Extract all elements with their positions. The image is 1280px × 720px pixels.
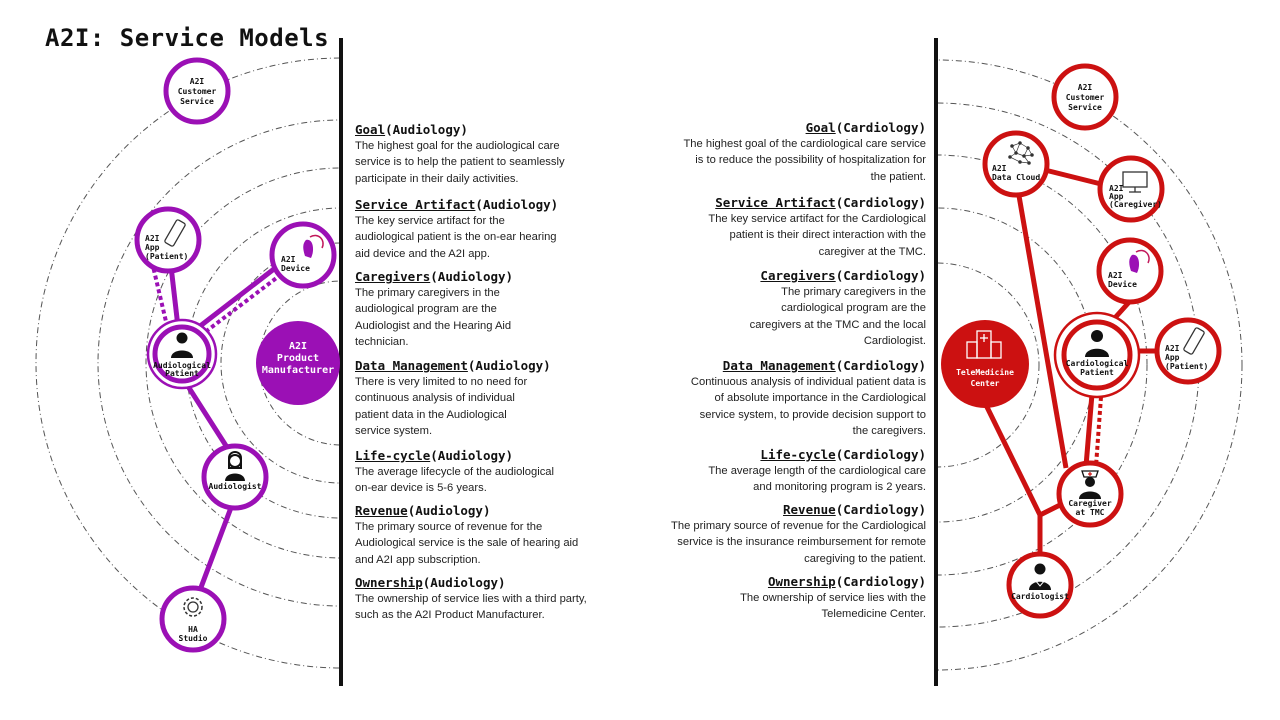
section-goal xyxy=(355,121,617,187)
section-caregivers xyxy=(640,267,926,349)
section-body: The primary source of revenue for the Cardiological service is the insurance reimbursement for remote caregiving to the patient. xyxy=(671,520,926,565)
section-data-management xyxy=(355,357,617,439)
label-line: (Patient) xyxy=(145,252,189,261)
section-ownership xyxy=(355,574,617,624)
label-line: Service xyxy=(180,97,214,106)
label-line: Patient xyxy=(165,369,199,378)
label-line: Service xyxy=(1068,103,1102,112)
section-body: The ownership of service lies with a third party, such as the A2I Product Manufacturer. xyxy=(355,593,587,622)
label-line: App xyxy=(145,243,160,252)
section-ownership xyxy=(640,573,926,623)
label-line: (Caregiver) xyxy=(1109,200,1162,209)
label-line: Data Cloud xyxy=(992,173,1041,182)
audiology-audiologist-node xyxy=(204,446,266,508)
label-line: A2I xyxy=(1077,83,1093,92)
section-heading: Service Artifact(Cardiology) xyxy=(715,195,926,210)
audiology-customer-service-node xyxy=(166,60,228,122)
section-body: The average lifecycle of the audiological on-ear device is 5-6 years. xyxy=(355,466,555,495)
section-body: The primary caregivers in the audiological program are the Audiologist and the Hearing Aid technician. xyxy=(355,287,512,348)
section-caregivers xyxy=(355,268,617,350)
label-line: (Patient) xyxy=(1165,362,1209,371)
cardiology-device-node xyxy=(1099,240,1161,302)
label-line: TeleMedicine xyxy=(956,368,1014,377)
label-line: Audiologist xyxy=(208,482,262,491)
section-revenue xyxy=(640,501,926,567)
cardiology-app-caregiver-node xyxy=(1100,158,1162,220)
label-line: A2I xyxy=(288,341,308,352)
cardiology-data-cloud-node xyxy=(985,133,1047,195)
section-heading: Caregivers(Audiology) xyxy=(355,269,514,284)
label-line: Customer xyxy=(1065,93,1105,102)
section-body: The key service artifact for the audiological patient is the on-ear hearing aid device and the A2I app. xyxy=(355,215,557,260)
section-body: The ownership of service lies with the Telemedicine Center. xyxy=(740,592,926,621)
label-line: Audiological xyxy=(153,361,211,370)
label-line: Device xyxy=(281,264,310,273)
label-line: Device xyxy=(1108,280,1137,289)
right-divider xyxy=(934,38,938,686)
label-line: Cardiologist xyxy=(1011,592,1069,601)
label-line: HA xyxy=(188,625,198,634)
section-body: The primary caregivers in the cardiological program are the caregivers at the TMC and the local Cardiologist. xyxy=(749,286,926,347)
section-body: The average length of the cardiological care and monitoring program is 2 years. xyxy=(708,465,926,494)
label-line: Customer xyxy=(177,87,217,96)
section-heading: Data Management(Audiology) xyxy=(355,358,551,373)
section-heading: Life-cycle(Audiology) xyxy=(355,448,514,463)
audiology-app-patient-node xyxy=(137,209,199,271)
label-line: A2I xyxy=(145,234,160,243)
section-data-management xyxy=(640,357,926,439)
section-body: The highest goal of the cardiological care service is to reduce the possibility of hospitalization for the patient. xyxy=(683,138,926,183)
label-line: Caregiver xyxy=(1068,499,1112,508)
section-service-artifact xyxy=(640,194,926,260)
section-body: The primary source of revenue for the Audiological service is the sale of hearing aid and A2I app subscription. xyxy=(355,521,579,566)
section-heading: Ownership(Cardiology) xyxy=(767,574,926,589)
label-line: A2I xyxy=(281,255,296,264)
section-body: The key service artifact for the Cardiological patient is their direct interaction with the caregiver at the TMC. xyxy=(708,213,926,258)
label-line: App xyxy=(1109,192,1124,201)
section-life-cycle xyxy=(355,447,617,497)
label-line: Studio xyxy=(178,634,208,643)
section-body: Continuous analysis of individual patient data is of absolute importance in the Cardiological service system, to provide decision support to the caregivers. xyxy=(690,376,926,437)
section-heading: Revenue(Cardiology) xyxy=(783,502,926,517)
cardiology-app-patient-node xyxy=(1157,320,1219,382)
section-body: The highest goal for the audiological care service is to help the patient to seamlessly participate in their daily activities. xyxy=(355,140,565,185)
audiology-device-node xyxy=(272,224,334,286)
label-line: A2I xyxy=(1165,344,1180,353)
label-line: at TMC xyxy=(1075,508,1105,517)
section-revenue xyxy=(355,502,617,568)
label-line: Manufacturer xyxy=(261,365,335,376)
section-service-artifact xyxy=(355,196,617,262)
cardiology-customer-service-node xyxy=(1054,66,1116,128)
label-line: A2I xyxy=(992,164,1007,173)
label-line: A2I xyxy=(189,77,205,86)
section-heading: Service Artifact(Audiology) xyxy=(355,197,559,212)
label-line: Patient xyxy=(1080,368,1114,377)
audiology-patient-node xyxy=(148,320,216,388)
label-line: A2I xyxy=(1108,271,1123,280)
section-heading: Goal(Audiology) xyxy=(355,122,468,137)
section-heading: Revenue(Audiology) xyxy=(355,503,491,518)
section-heading: Data Management(Cardiology) xyxy=(722,358,926,373)
cardiology-patient-node xyxy=(1055,313,1139,397)
section-heading: Life-cycle(Cardiology) xyxy=(760,447,926,462)
section-life-cycle xyxy=(640,446,926,496)
label-line: A2I xyxy=(1109,184,1124,193)
label-line: App xyxy=(1165,353,1180,362)
cardiology-cardiologist-node xyxy=(1009,554,1071,616)
cardiology-caregiver-tmc-node xyxy=(1059,463,1121,525)
cardiology-telemedicine-node xyxy=(941,320,1029,408)
audiology-manufacturer-node xyxy=(256,321,340,405)
section-body: There is very limited to no need for continuous analysis of individual patient data in the Audiological service system. xyxy=(355,376,528,437)
label-line: Center xyxy=(970,379,1000,388)
section-heading: Ownership(Audiology) xyxy=(355,575,506,590)
label-line: Cardiological xyxy=(1065,359,1129,368)
section-heading: Caregivers(Cardiology) xyxy=(760,268,926,283)
section-goal xyxy=(640,119,926,185)
section-heading: Goal(Cardiology) xyxy=(805,120,926,135)
audiology-ha-studio-node xyxy=(162,588,224,650)
label-line: Product xyxy=(276,353,320,364)
page-title: A2I: Service Models xyxy=(45,24,330,52)
